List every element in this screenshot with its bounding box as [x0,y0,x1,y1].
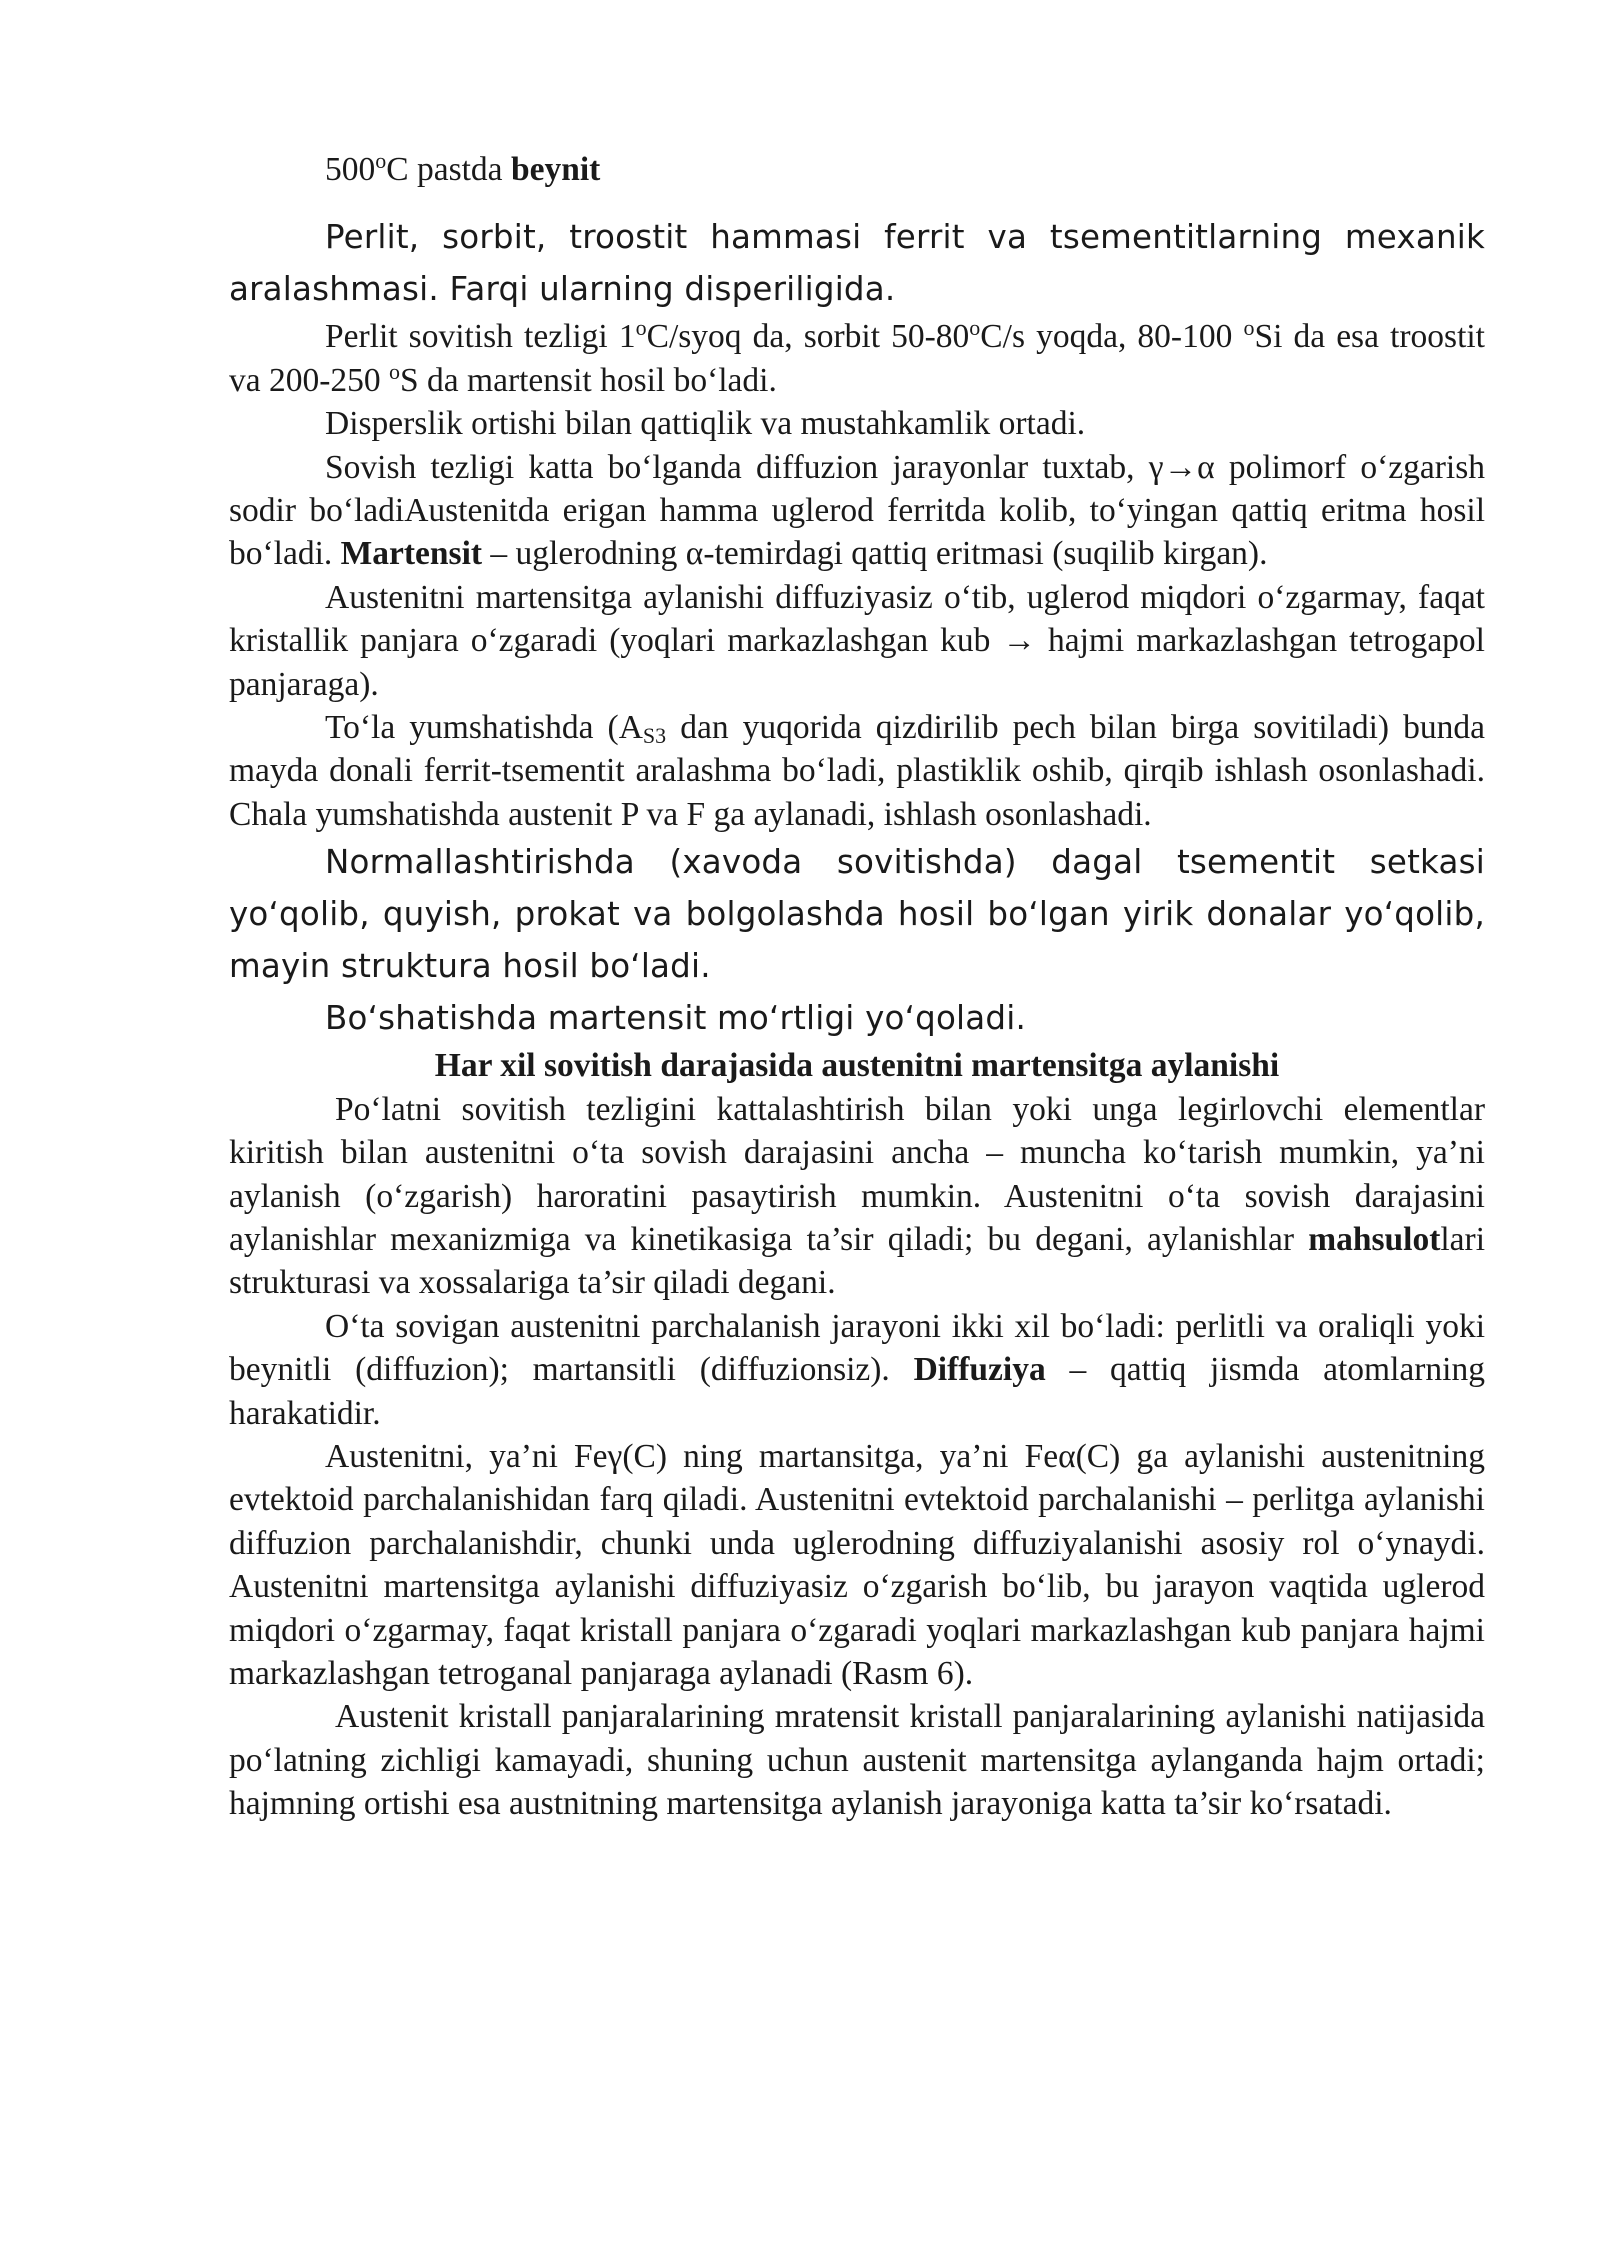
paragraph-dispersity: Disperslik ortishi bilan qattiqlik va mustahkamlik ortadi. [325,405,1086,443]
paragraph-beynit: 500$^o$C pastda beynit [325,148,601,188]
paragraph-austenite-transformation: Austenitni martensitga aylanishi diffuziyasiz o‘tib, uglerod miqdori o‘zgarmay, faqat kristallik panjara o‘zgaradi (yoqlari markazlashgan kub → hajmi markazlashgan tetrogapol panjaraga). [229,578,1485,703]
paragraph-density: Austenit kristall panjaralarining mratensit kristall panjaralarining aylanishi natijasida po‘latning zichligi kamayadi, shuning uchun austenit martensitga aylanganda hajm ortadi; hajmning ortishi esa austnitning martensitga aylanish jarayoniga katta ta’sir ko‘rsatadi. [229,1698,1485,1823]
term-beynit: beynit [510,151,601,188]
paragraph-cooling-rates: Perlit sovitish tezligi 1$^o$C/syoq da, sorbit 50-80$^o$C/s yoqda, 80-100 $^o$Si da esa troostit va 200-250 $^o$S da martensit hosil bo‘ladi. [229,315,1485,399]
term-martensit: Martensit [340,535,483,573]
paragraph-supercooling: Po‘latni sovitish tezligini kattalashtirish bilan yoki unga legirlovchi elementlar kiritish bilan austenitni o‘ta sovish darajasini ancha – muncha ko‘tarish mumkin, ya’ni aylanish (o‘zgarish) haroratini pasaytirish mumkin. Austenitni o‘ta sovish darajasini aylanishlar mexanizmiga va kinetikasiga ta’sir qiladi; bu degani, aylanishlar mahsulotlari strukturasi va xossalariga ta’sir qiladi degani. [229,1090,1485,1302]
paragraph-tempering: Bo‘shatishda martensit mo‘rtligi yo‘qoladi. [325,999,1026,1038]
paragraph-normalizing: Normallashtirishda (xavoda sovitishda) dagal tsementit setkasi yo‘qolib, quyish, prokat va bolgolashda hosil bo‘lgan yirik donalar yo‘qolib, mayin struktura hosil bo‘ladi. [229,843,1485,986]
paragraph-eutectoid: Austenitni, ya’ni Feγ(C) ning martansitga, ya’ni Feα(C) ga aylanishi austenitning evtektoid parchalanishidan farq qiladi. Austenitni evtektoid parchalanishi – perlitga aylanishi diffuzion parchalanishdir, chunki unda uglerodning diffuziyalanishi asosiy rol o‘ynaydi. Austenitni martensitga aylanishi diffuziyasiz o‘zgarish bo‘lib, bu jarayon vaqtida uglerod miqdori o‘zgarmay, faqat kristall panjara o‘zgaradi yoqlari markazlashgan kub panjara hajmi markazlashgan tetroganal panjaraga aylanadi (Rasm 6). [229,1437,1485,1692]
paragraph-perlit-mixture: Perlit, sorbit, troostit hammasi ferrit va tsementitlarning mexanik aralashmasi. Farqi ularning disperiligida. [229,218,1485,309]
document-page [229,148,1485,1826]
paragraph-decomposition: O‘ta sovigan austenitni parchalanish jarayoni ikki xil bo‘ladi: perlitli va oraliqli yoki beynitli (diffuzion); martansitli (diffuzionsiz). Diffuziya – qattiq jismda atomlarning harakatidir. [229,1307,1485,1432]
term-mahsulot: mahsulot [1308,1220,1441,1258]
paragraph-martensite-definition: Sovish tezligi katta bo‘lganda diffuzion jarayonlar tuxtab, γ→α polimorf o‘zgarish sodir bo‘ladiAustenitda erigan hamma uglerod ferritda kolib, to‘yingan qattiq eritma hosil bo‘ladi. Martensit – uglerodning α-temirdagi qattiq eritmasi (suqilib kirgan). [229,448,1485,573]
term-diffuziya: Diffuziya [913,1351,1046,1389]
section-heading: Har xil sovitish darajasida austenitni martensitga aylanishi [434,1047,1280,1085]
paragraph-annealing: To‘la yumshatishda ($A_{S3}$ dan yuqorida qizdirilib pech bilan birga sovitiladi) bunda mayda donali ferrit-tsementit aralashma bo‘ladi, plastiklik oshib, qirqib ishlash osonlashadi. Chala yumshatishda austenit P va F ga aylanadi, ishlash osonlashadi. [229,709,1485,833]
